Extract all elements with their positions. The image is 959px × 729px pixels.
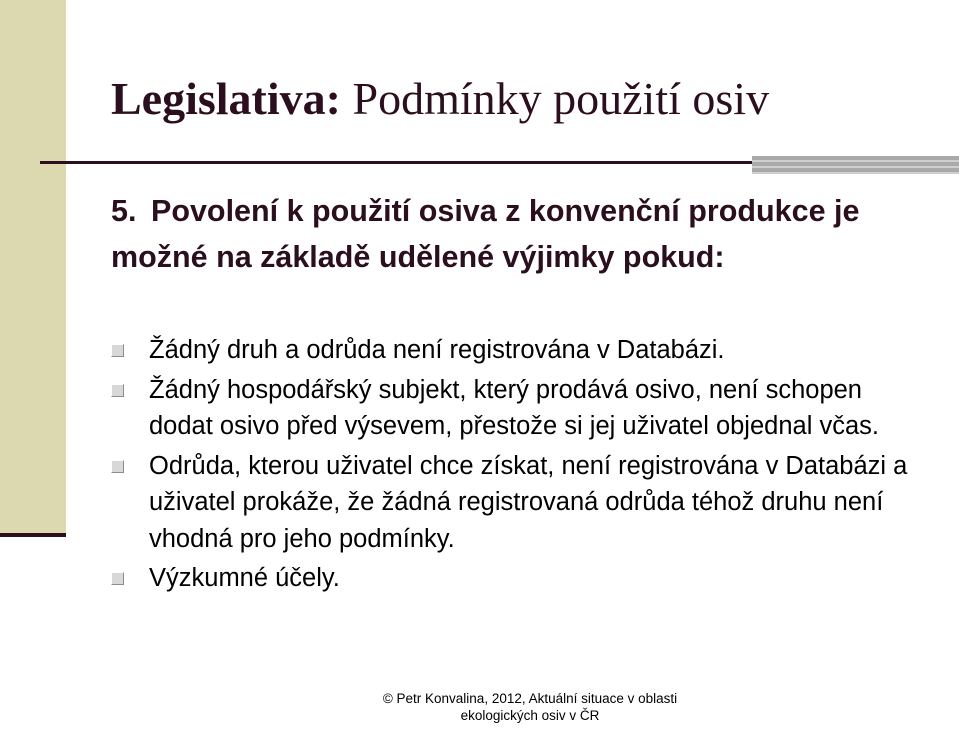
list-item-text: Žádný hospodářský subjekt, který prodává osivo, není schopen dodat osivo před výsevem, přestože si jej uživatel objednal včas. [149,375,879,440]
list-item-text: Odrůda, kterou uživatel chce získat, není registrována v Databázi a uživatel prokáže, že žádná registrovaná odrůda téhož druhu není vhodná pro jeho podmínky. [149,451,908,553]
sidebar-band [0,0,66,536]
heading-number: 5. [111,194,137,228]
title-divider-accent [752,156,959,174]
list-item [111,332,911,369]
section-heading [111,188,901,280]
slide-footer [370,690,690,724]
condition-list [111,332,911,600]
list-item [111,372,911,445]
list-item [111,448,911,558]
sidebar-divider [0,533,66,537]
list-item-text: Výzkumné účely. [149,564,340,592]
square-bullet-icon [111,344,124,357]
list-item-text: Žádný druh a odrůda není registrována v Databázi. [149,336,725,364]
heading-text: Povolení k použití osiva z konvenční produkce je možné na základě udělené výjimky pokud: [111,194,860,274]
square-bullet-icon [111,460,124,473]
footer-copyright: © Petr Konvalina, 2012, Aktuální situace v oblasti [382,691,678,706]
square-bullet-icon [111,384,124,397]
footer-subtitle: ekologických osiv v ČR [460,708,600,723]
slide-title [111,72,769,126]
title-regular-part: Podmínky použití osiv [352,73,770,124]
title-divider [40,161,754,164]
list-item [111,560,911,597]
title-bold-part: Legislativa: [111,73,341,124]
square-bullet-icon [111,572,124,585]
